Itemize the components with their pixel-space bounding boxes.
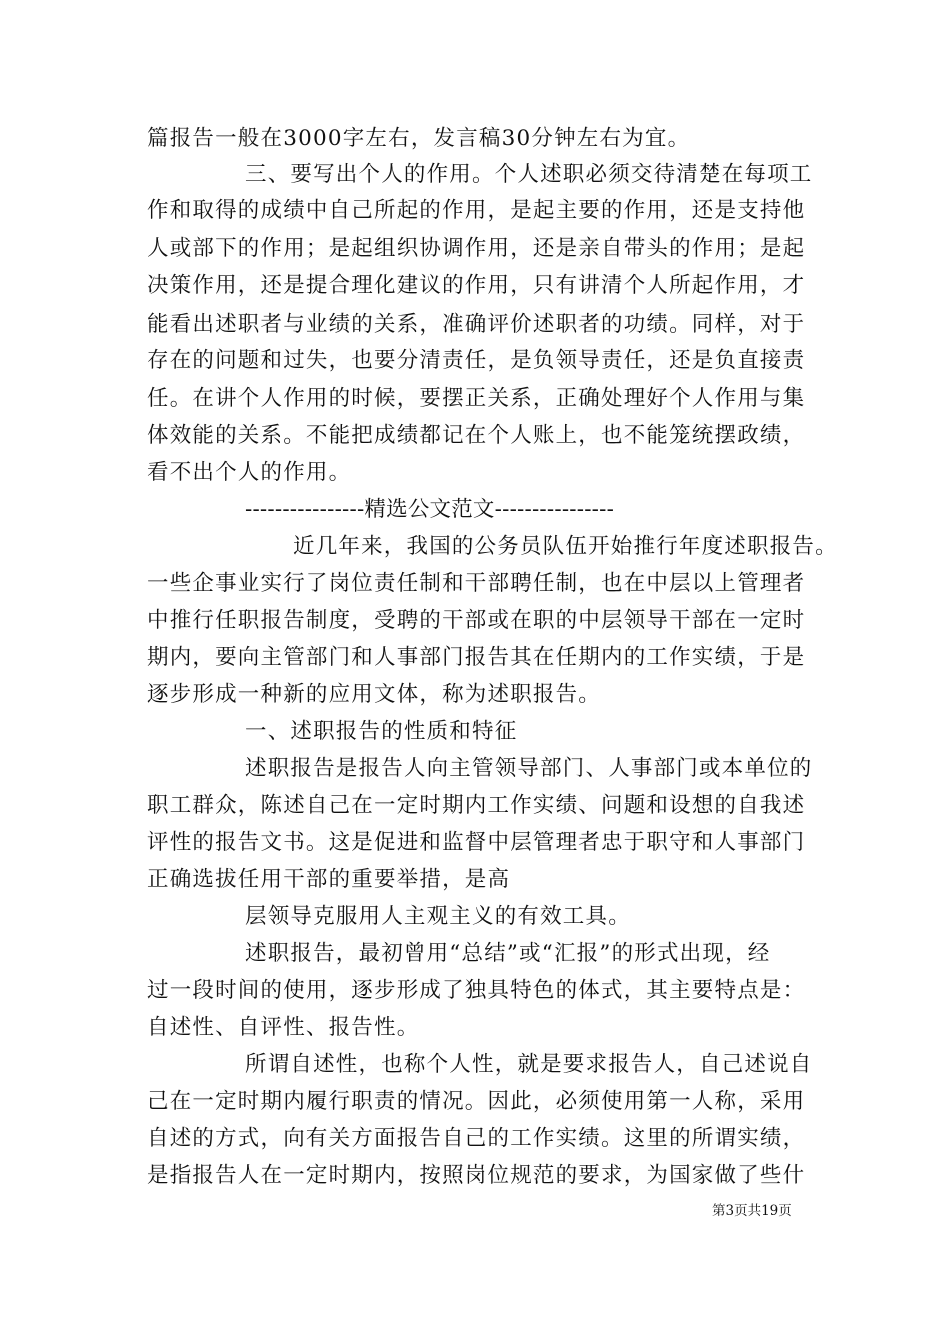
text-line: 能看出述职者与业绩的关系，准确评价述职者的功绩。同样，对于 bbox=[147, 312, 806, 337]
text-line: 决策作用，还是提合理化建议的作用，只有讲清个人所起作用，才 bbox=[147, 273, 806, 298]
text-line: 职工群众，陈述自己在一定时期内工作实绩、问题和设想的自我述 bbox=[147, 793, 806, 818]
text-line: 是指报告人在一定时期内，按照岗位规范的要求，为国家做了些什 bbox=[147, 1163, 806, 1188]
text-line: 一些企事业实行了岗位责任制和干部聘任制，也在中层以上管理者 bbox=[147, 571, 806, 596]
section-heading: 一、述职报告的性质和特征 bbox=[245, 719, 518, 744]
text-line: 述职报告是报告人向主管领导部门、人事部门或本单位的 bbox=[245, 756, 813, 781]
text-line: 述职报告，最初曾用“总结”或“汇报”的形式出现，经 bbox=[245, 941, 771, 966]
text-line: 正确选拔任用干部的重要举措，是高 bbox=[147, 867, 511, 892]
text-line: 自述性、自评性、报告性。 bbox=[147, 1015, 420, 1040]
text-line: 中推行任职报告制度，受聘的干部或在职的中层领导干部在一定时 bbox=[147, 608, 806, 633]
text-line: 看不出个人的作用。 bbox=[147, 460, 352, 485]
text-line: 人或部下的作用；是起组织协调作用，还是亲自带头的作用；是起 bbox=[147, 236, 806, 261]
text-line: 层领导克服用人主观主义的有效工具。 bbox=[245, 904, 631, 929]
text-line: 存在的问题和过失，也要分清责任，是负领导责任，还是负直接责 bbox=[147, 348, 806, 373]
text-line: 期内，要向主管部门和人事部门报告其在任期内的工作实绩，于是 bbox=[147, 645, 806, 670]
text-line: 过一段时间的使用，逐步形成了独具特色的体式，其主要特点是： bbox=[147, 978, 806, 1003]
text-line: 作和取得的成绩中自己所起的作用，是起主要的作用，还是支持他 bbox=[147, 198, 806, 223]
text-line: 三、要写出个人的作用。个人述职必须交待清楚在每项工 bbox=[245, 162, 813, 187]
text-line: 篇报告一般在3000字左右，发言稿30分钟左右为宜。 bbox=[147, 126, 691, 151]
text-line: 所谓自述性，也称个人性，就是要求报告人，自己述说自 bbox=[245, 1052, 813, 1077]
text-line: 逐步形成一种新的应用文体，称为述职报告。 bbox=[147, 682, 602, 707]
text-line: 己在一定时期内履行职责的情况。因此，必须使用第一人称，采用 bbox=[147, 1089, 806, 1114]
text-line: 体效能的关系。不能把成绩都记在个人账上，也不能笼统摆政绩， bbox=[147, 423, 806, 448]
text-line: 自述的方式，向有关方面报告自己的工作实绩。这里的所谓实绩， bbox=[147, 1126, 806, 1151]
text-line: 近几年来，我国的公务员队伍开始推行年度述职报告。 bbox=[293, 534, 838, 559]
section-separator: ----------------精选公文范文---------------- bbox=[245, 497, 615, 522]
text-line: 评性的报告文书。这是促进和监督中层管理者忠于职守和人事部门 bbox=[147, 830, 806, 855]
page-number-footer: 第3页共19页 bbox=[712, 1203, 792, 1219]
text-line: 任。在讲个人作用的时候，要摆正关系，正确处理好个人作用与集 bbox=[147, 386, 806, 411]
